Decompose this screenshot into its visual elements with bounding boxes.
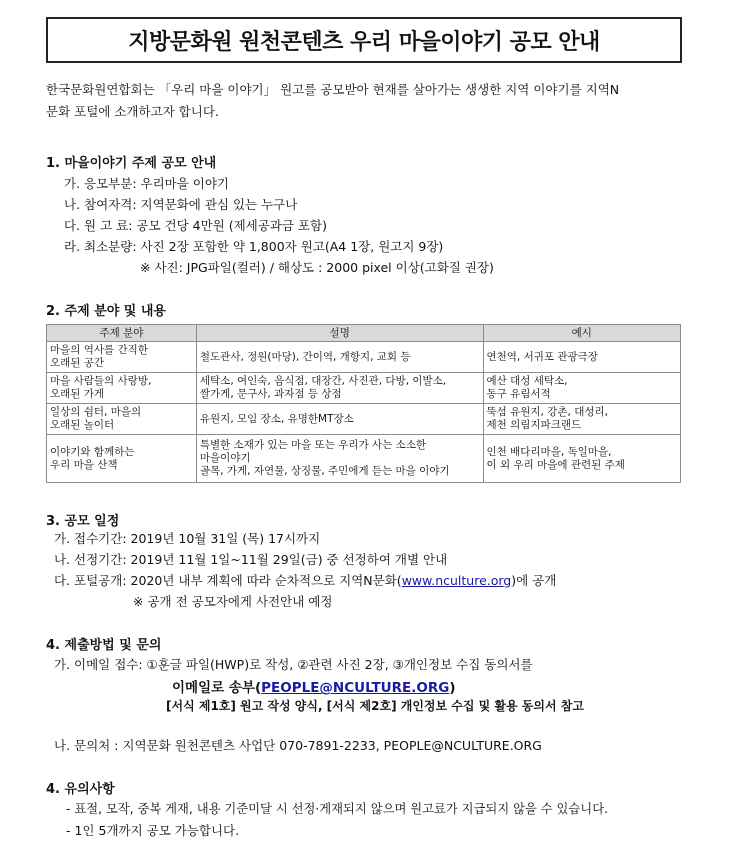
intro-line-2: 문화 포털에 소개하고자 합니다. bbox=[46, 104, 219, 119]
s4-contact: 나. 문의처 : 지역문화 원천콘텐츠 사업단 070-7891-2233, PEOPLE@NCULTURE.ORG bbox=[54, 738, 542, 753]
section-3-heading: 3. 공모 일정 bbox=[46, 514, 120, 529]
table-cell-topic: 일상의 쉼터, 마을의 오래된 놀이터 bbox=[47, 404, 197, 435]
table-cell-topic: 마을 사람들의 사랑방, 오래된 가게 bbox=[47, 373, 197, 404]
email-link[interactable]: PEOPLE@NCULTURE.ORG bbox=[261, 680, 450, 696]
s3-note: ※ 공개 전 공모자에게 사전안내 예정 bbox=[133, 594, 333, 609]
table-cell-topic: 이야기와 함께하는 우리 마을 산책 bbox=[47, 435, 197, 483]
s1-item-4: 라. 최소분량: 사진 2장 포함한 약 1,800자 원고(A4 1장, 원고지 9장) bbox=[64, 239, 444, 254]
section-2-heading: 2. 주제 분야 및 내용 bbox=[46, 304, 166, 319]
s1-item-1: 가. 응모부분: 우리마을 이야기 bbox=[64, 176, 230, 191]
s1-item-2: 나. 참여자격: 지역문화에 관심 있는 누구나 bbox=[64, 197, 298, 212]
topic-table bbox=[46, 324, 681, 483]
table-cell-example: 연천역, 서귀포 관광극장 bbox=[483, 342, 681, 373]
s4-item-1: 가. 이메일 접수: ①훈글 파일(HWP)로 작성, ②관련 사진 2장, ③개인정보 수집 동의서를 bbox=[54, 657, 533, 672]
s5-item-2: - 1인 5개까지 공모 가능합니다. bbox=[66, 823, 240, 838]
table-cell-topic: 마을의 역사를 간직한 오래된 공간 bbox=[47, 342, 197, 373]
s3-item-1: 가. 접수기간: 2019년 10월 31일 (목) 17시까지 bbox=[54, 531, 321, 546]
table-header-example: 예시 bbox=[483, 325, 681, 342]
table-cell-desc: 세탁소, 여인숙, 음식점, 대장간, 사진관, 다방, 이발소, 쌀가게, 문구사, 과자점 등 상점 bbox=[196, 373, 483, 404]
table-row bbox=[47, 373, 681, 404]
table-header-desc: 설명 bbox=[196, 325, 483, 342]
forms-reference: [서식 제1호] 원고 작성 양식, [서식 제2호] 개인정보 수집 및 활용 동의서 참고 bbox=[166, 699, 584, 713]
intro-line-1: 한국문화원연합회는 「우리 마을 이야기」 원고를 공모받아 현재를 살아가는 생생한 지역 이야기를 지역N bbox=[46, 82, 620, 97]
portal-link[interactable]: www.nculture.org bbox=[401, 573, 512, 588]
section-1-heading: 1. 마을이야기 주제 공모 안내 bbox=[46, 156, 217, 171]
table-cell-desc: 철도관사, 정원(마당), 간이역, 개항지, 교회 등 bbox=[196, 342, 483, 373]
table-cell-example: 뚝섬 유원지, 강촌, 대성리, 제천 의림지파크랜드 bbox=[483, 404, 681, 435]
table-row bbox=[47, 435, 681, 483]
table-cell-example: 인천 배다리마을, 독일마을, 이 외 우리 마을에 관련된 주제 bbox=[483, 435, 681, 483]
page-title: 지방문화원 원천콘텐츠 우리 마을이야기 공모 안내 bbox=[46, 17, 682, 63]
table-cell-desc: 특별한 소재가 있는 마을 또는 우리가 사는 소소한 마을이야기 골목, 가게, 자연물, 상징물, 주민에게 듣는 마을 이야기 bbox=[196, 435, 483, 483]
table-row bbox=[47, 342, 681, 373]
s3-item-2: 나. 선정기간: 2019년 11월 1일~11월 29일(금) 중 선정하여 개별 안내 bbox=[54, 552, 448, 567]
s5-item-1: - 표절, 모작, 중복 게재, 내용 기준미달 시 선정·게재되지 않으며 원고료가 지급되지 않을 수 있습니다. bbox=[66, 802, 608, 816]
section-5-heading: 4. 유의사항 bbox=[46, 782, 115, 797]
table-cell-example: 예산 대성 세탁소, 동구 유림서적 bbox=[483, 373, 681, 404]
table-row bbox=[47, 404, 681, 435]
s1-item-3: 다. 원 고 료: 공모 건당 4만원 (제세공과금 포함) bbox=[64, 218, 327, 233]
email-submit-line: 이메일로 송부(PEOPLE@NCULTURE.ORG) bbox=[172, 680, 456, 696]
section-4-heading: 4. 제출방법 및 문의 bbox=[46, 638, 162, 653]
s1-photo-note: ※ 사진: JPG파일(컬러) / 해상도 : 2000 pixel 이상(고화질 권장) bbox=[140, 260, 494, 275]
table-header-topic: 주제 분야 bbox=[47, 325, 197, 342]
s3-item-3: 다. 포털공개: 2020년 내부 계획에 따라 순차적으로 지역N문화(www.nculture.org)에 공개 bbox=[54, 573, 557, 588]
table-cell-desc: 유원지, 모임 장소, 유명한MT장소 bbox=[196, 404, 483, 435]
table-header-row bbox=[47, 325, 681, 342]
